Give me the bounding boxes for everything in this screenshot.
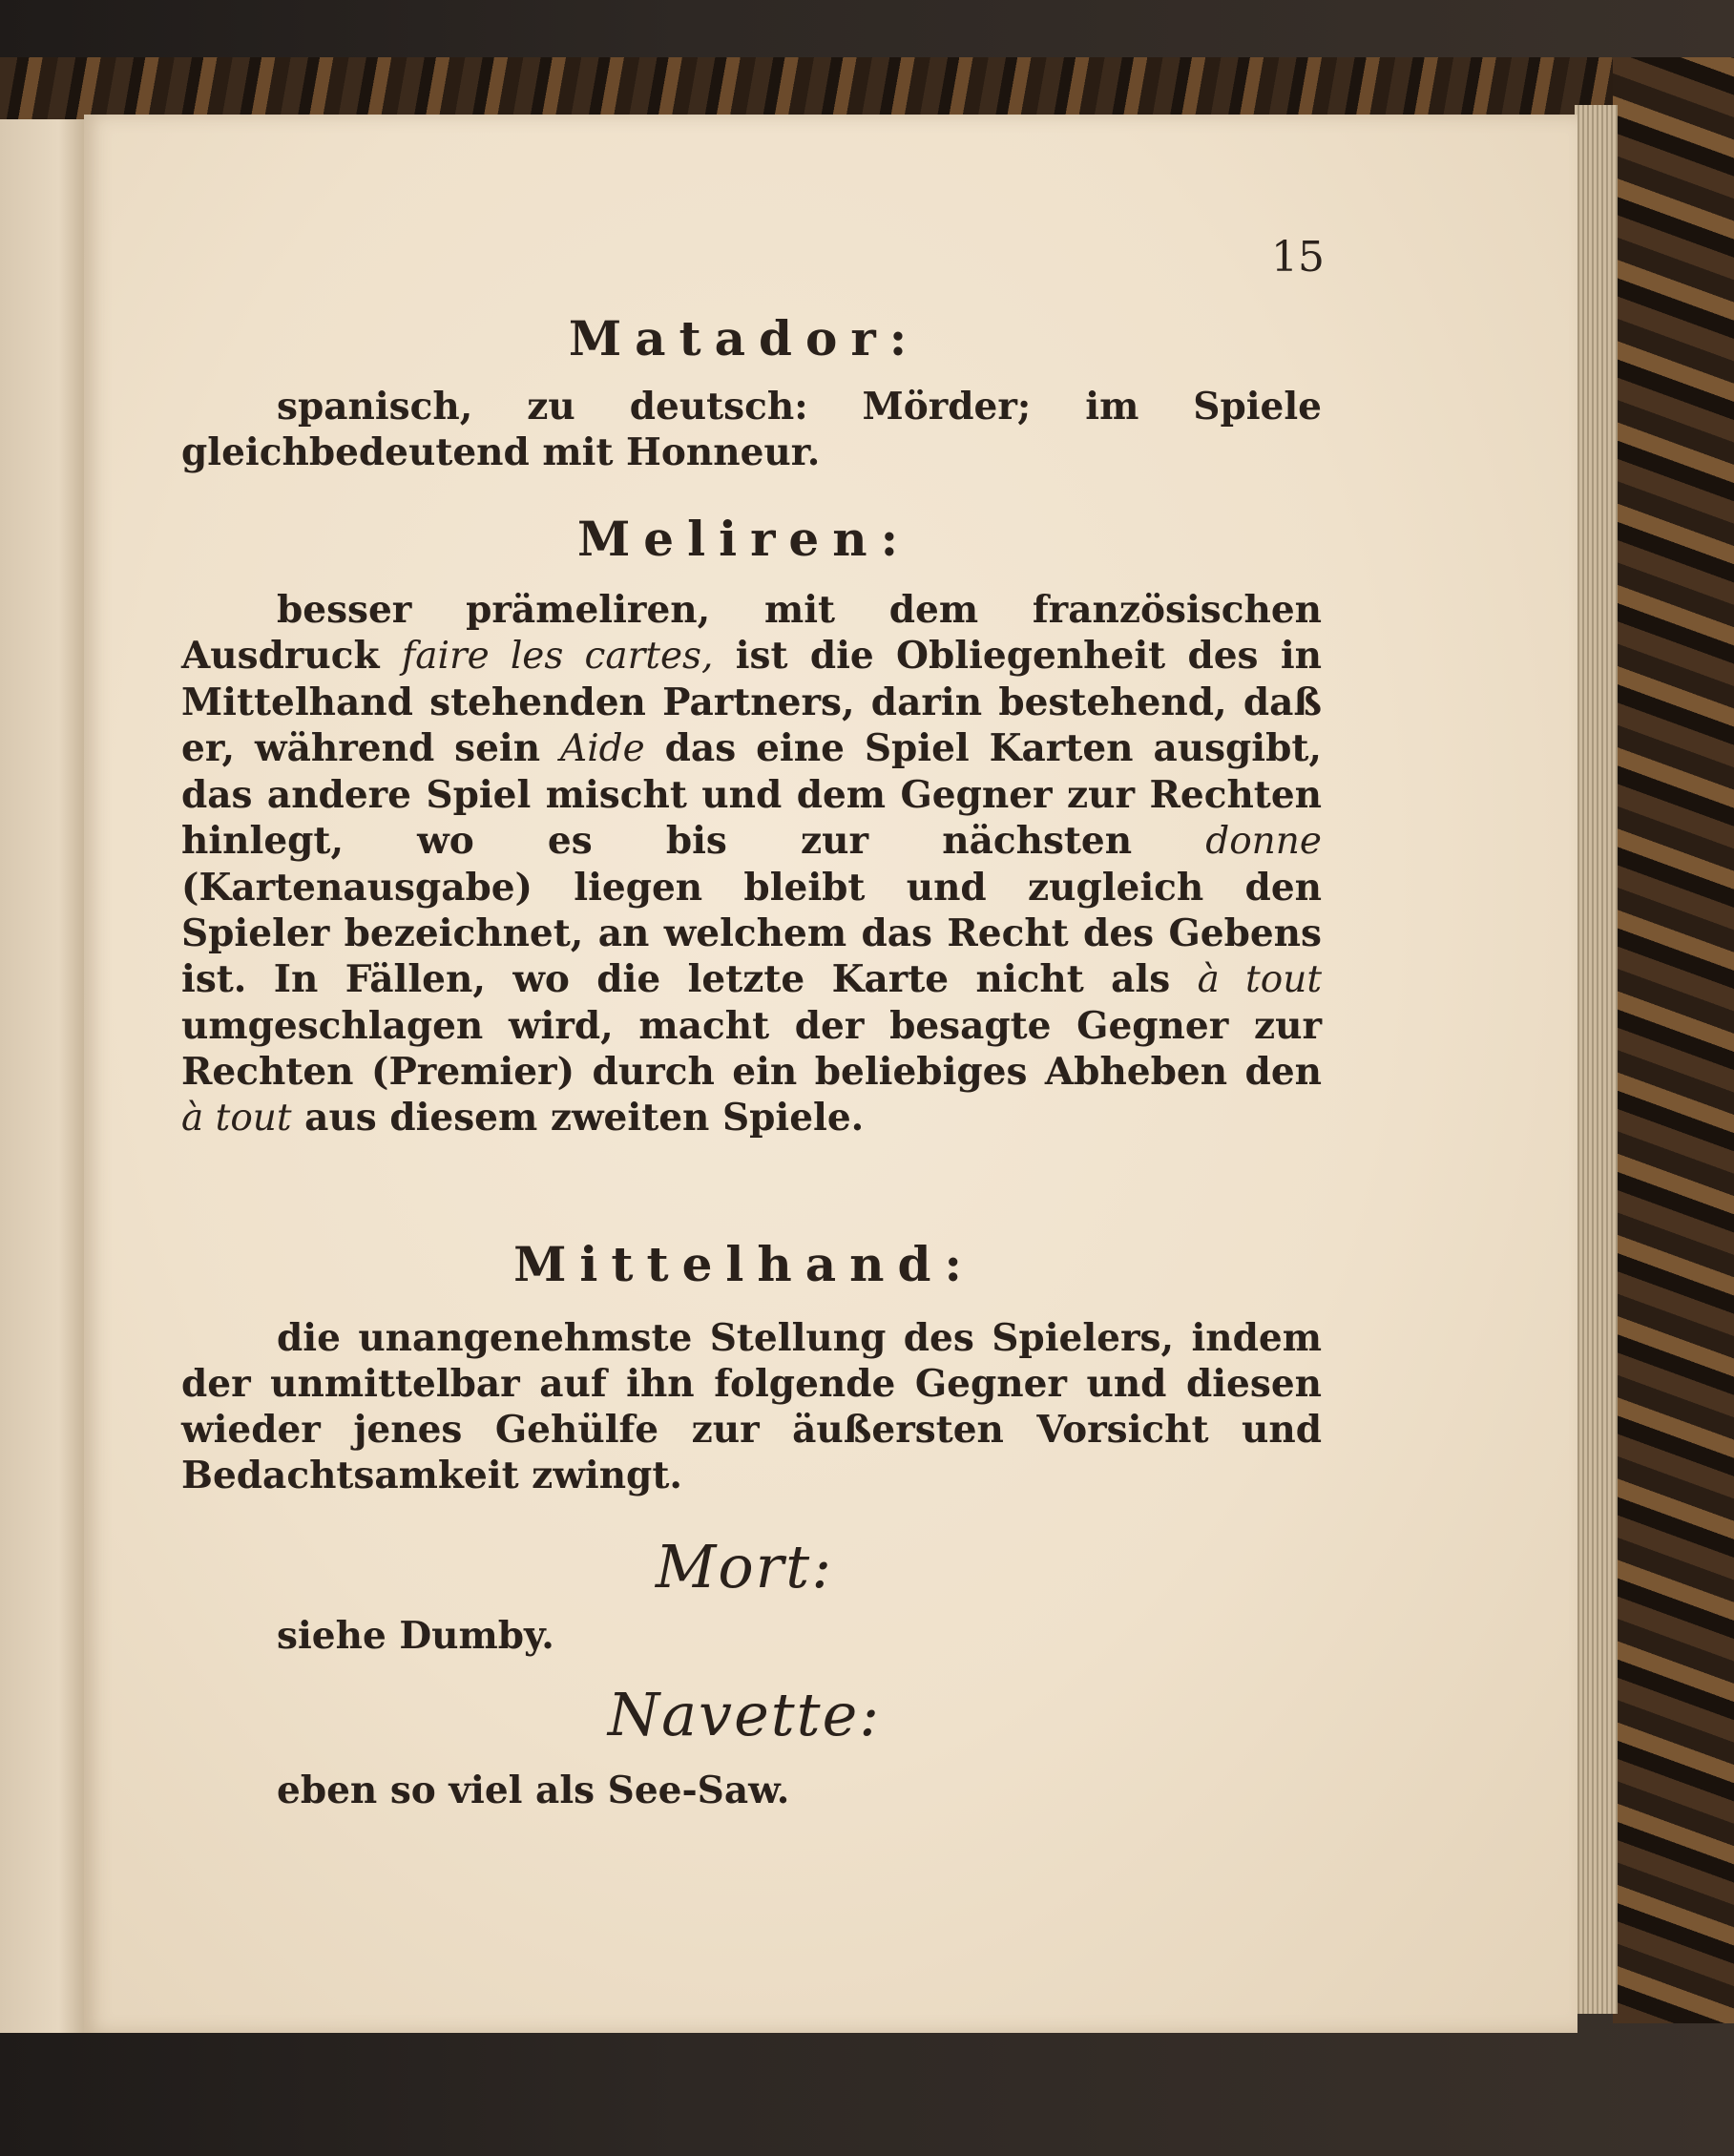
- entry-body-navette: eben so viel als See-Saw.: [277, 1769, 790, 1812]
- foreign-term: faire les cartes,: [401, 635, 714, 678]
- foreign-term: Aide: [560, 727, 645, 770]
- text-segment: das eine Spiel Karten ausgibt, das andere Spiel mischt und dem Gegner zur Rechten hinlegt, wo es bis zur nächsten: [181, 726, 1322, 863]
- page-number: 15: [1271, 233, 1325, 282]
- entry-body-matador: spanisch, zu deutsch: Mörder; im Spiele gleichbedeutend mit Honneur.: [181, 385, 1322, 474]
- foreign-term: donne: [1205, 820, 1322, 863]
- facing-page-edge: [0, 119, 84, 2033]
- entry-body-mittelhand: die unangenehmste Stellung des Spielers, indem der unmittelbar auf ihn folgende Gegner und diesen wieder jenes Gehülfe zur äußersten Vorsicht und Bedachtsamkeit zwingt.: [181, 1316, 1322, 1497]
- foreign-term: à tout: [181, 1097, 292, 1140]
- text-segment: ist die Obliegenheit des in Mittelhand stehenden Partners, darin bestehend, daß er, während sein: [181, 634, 1322, 770]
- text-segment: besser prämeliren, mit dem französischen Ausdruck: [181, 588, 1322, 678]
- text-segment: umgeschlagen wird, macht der besagte Gegner zur Rechten (Premier) durch ein beliebiges Abheben den: [181, 1004, 1322, 1094]
- entry-term-mittelhand: Mittelhand:: [513, 1236, 975, 1292]
- entry-body-mort: siehe Dumby.: [277, 1614, 554, 1658]
- foreign-term: à tout: [1197, 958, 1322, 1001]
- entry-term-mort: Mort:: [655, 1532, 834, 1601]
- entry-term-matador: Matador:: [568, 310, 921, 366]
- entry-term-meliren: Meliren:: [576, 511, 912, 567]
- page-edges: [1575, 105, 1618, 2014]
- entry-term-navette: Navette:: [607, 1680, 882, 1749]
- marbled-cover-right: [1613, 57, 1734, 2023]
- text-segment: (Kartenausgabe) liegen bleibt und zugleich den Spieler bezeichnet, an welchem das Recht des Gebens ist. In Fällen, wo die letzte Karte nicht als: [181, 866, 1322, 1001]
- text-segment: aus diesem zweiten Spiele.: [291, 1096, 865, 1140]
- entry-body-meliren: [181, 587, 1322, 1141]
